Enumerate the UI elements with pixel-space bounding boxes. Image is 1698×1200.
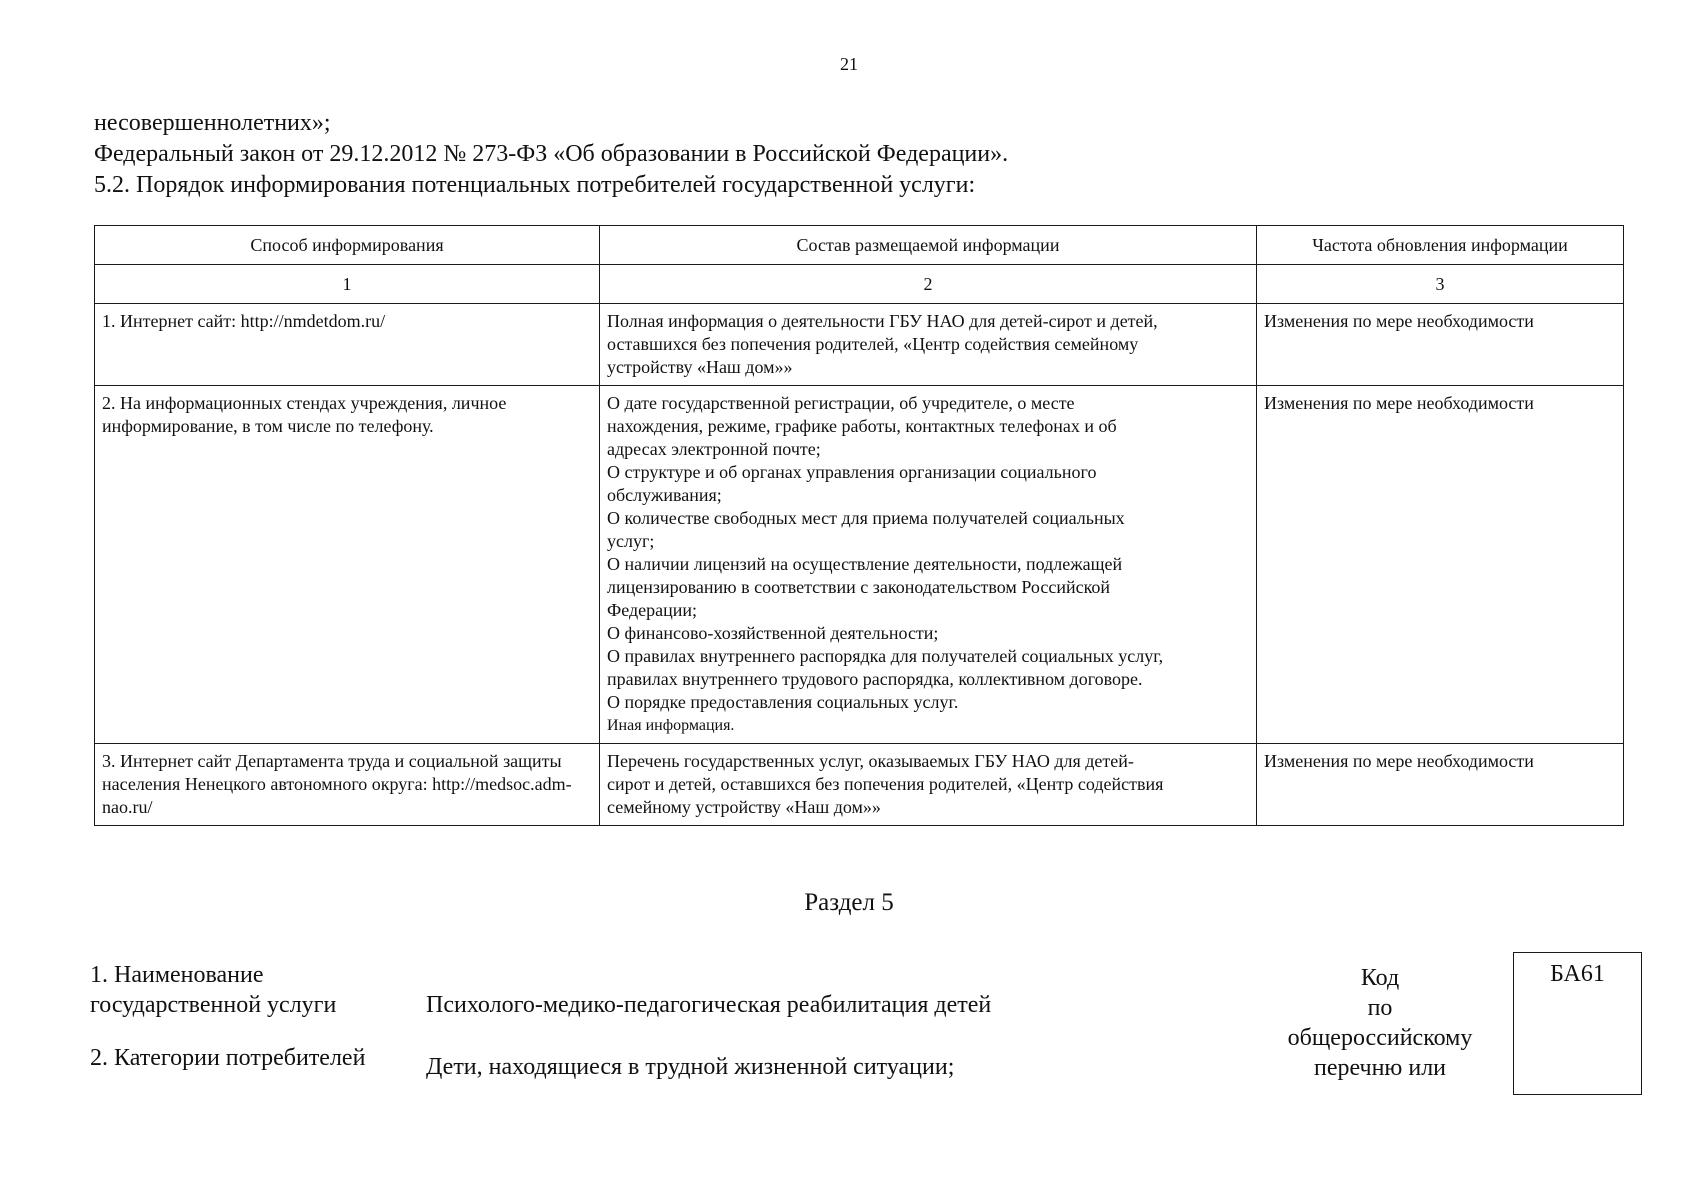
column-number-2: 2 <box>600 265 1257 304</box>
header-method: Способ информирования <box>95 226 600 265</box>
content-line: семейному устройству «Наш дом»» <box>607 797 881 817</box>
header-content: Состав размещаемой информации <box>600 226 1257 265</box>
name-label-line-1: 1. Наименование <box>90 962 264 988</box>
table-row <box>95 744 1624 826</box>
content-line: устройству «Наш дом»» <box>607 357 793 377</box>
content-line: О дате государственной регистрации, об учредителе, о месте <box>607 393 1075 413</box>
content-line: Федерации; <box>607 600 698 620</box>
content-line: О финансово-хозяйственной деятельности; <box>607 623 939 643</box>
code-label-line: Код <box>1360 965 1400 991</box>
table-header-row <box>95 226 1624 265</box>
code-label <box>1270 963 1490 1083</box>
code-box: БА61 <box>1513 952 1642 1095</box>
content-line: О структуре и об органах управления организации социального <box>607 462 1097 482</box>
content-line: лицензированию в соответствии с законодательством Российской <box>607 577 1111 597</box>
column-number-1: 1 <box>95 265 600 304</box>
content-line: сирот и детей, оставшихся без попечения родителей, «Центр содействия <box>607 774 1164 794</box>
content-line: услуг; <box>607 531 655 551</box>
informing-table <box>94 225 1624 826</box>
row-3-method: 3. Интернет сайт Департамента труда и социальной защиты населения Ненецкого автономного округа: http://medsoc.adm-nao.ru/ <box>95 744 600 826</box>
table-number-row <box>95 265 1624 304</box>
table-row <box>95 304 1624 386</box>
row-2-method: 2. На информационных стендах учреждения, личное информирование, в том числе по телефону. <box>95 386 600 744</box>
content-line: Иная информация. <box>607 717 735 734</box>
intro-line-2: Федеральный закон от 29.12.2012 № 273-ФЗ «Об образовании в Российской Федерации». <box>94 141 1009 167</box>
code-label-line: по <box>1367 995 1393 1021</box>
intro-line-3: 5.2. Порядок информирования потенциальных потребителей государственной услуги: <box>94 172 976 198</box>
content-line: оставшихся без попечения родителей, «Центр содействия семейному <box>607 334 1139 354</box>
row-3-frequency: Изменения по мере необходимости <box>1257 744 1624 826</box>
service-name-value: Психолого-медико-педагогическая реабилитация детей <box>426 992 992 1018</box>
content-line: О порядке предоставления социальных услуг. <box>607 692 959 712</box>
category-value: Дети, находящиеся в трудной жизненной ситуации; <box>426 1054 955 1080</box>
content-line: адресах электронной почте; <box>607 439 821 459</box>
content-line: нахождения, режиме, графике работы, контактных телефонах и об <box>607 416 1117 436</box>
name-label-line-2: государственной услуги <box>90 992 337 1018</box>
content-line: Полная информация о деятельности ГБУ НАО для детей-сирот и детей, <box>607 311 1158 331</box>
content-line: О количестве свободных мест для приема получателей социальных <box>607 508 1125 528</box>
content-line: обслуживания; <box>607 485 722 505</box>
content-line: Перечень государственных услуг, оказываемых ГБУ НАО для детей- <box>607 751 1134 771</box>
intro-line-1: несовершеннолетних»; <box>94 110 331 136</box>
content-line: правилах внутреннего трудового распорядка, коллективном договоре. <box>607 669 1143 689</box>
content-line: О правилах внутреннего распорядка для получателей социальных услуг, <box>607 646 1164 666</box>
table-row <box>95 386 1624 744</box>
row-2-frequency: Изменения по мере необходимости <box>1257 386 1624 744</box>
row-1-frequency: Изменения по мере необходимости <box>1257 304 1624 386</box>
content-line: О наличии лицензий на осуществление деятельности, подлежащей <box>607 554 1123 574</box>
code-label-line: перечню или <box>1313 1055 1447 1081</box>
row-1-content <box>600 304 1257 386</box>
intro-text <box>94 108 1614 201</box>
row-2-content <box>600 386 1257 744</box>
column-number-3: 3 <box>1257 265 1624 304</box>
row-3-content <box>600 744 1257 826</box>
row-1-method: 1. Интернет сайт: http://nmdetdom.ru/ <box>95 304 600 386</box>
section-title: Раздел 5 <box>804 889 894 916</box>
code-label-line: общероссийскому <box>1287 1025 1473 1051</box>
category-label: 2. Категории потребителей <box>90 1045 366 1071</box>
page-number: 21 <box>840 54 858 74</box>
header-frequency: Частота обновления информации <box>1257 226 1624 265</box>
